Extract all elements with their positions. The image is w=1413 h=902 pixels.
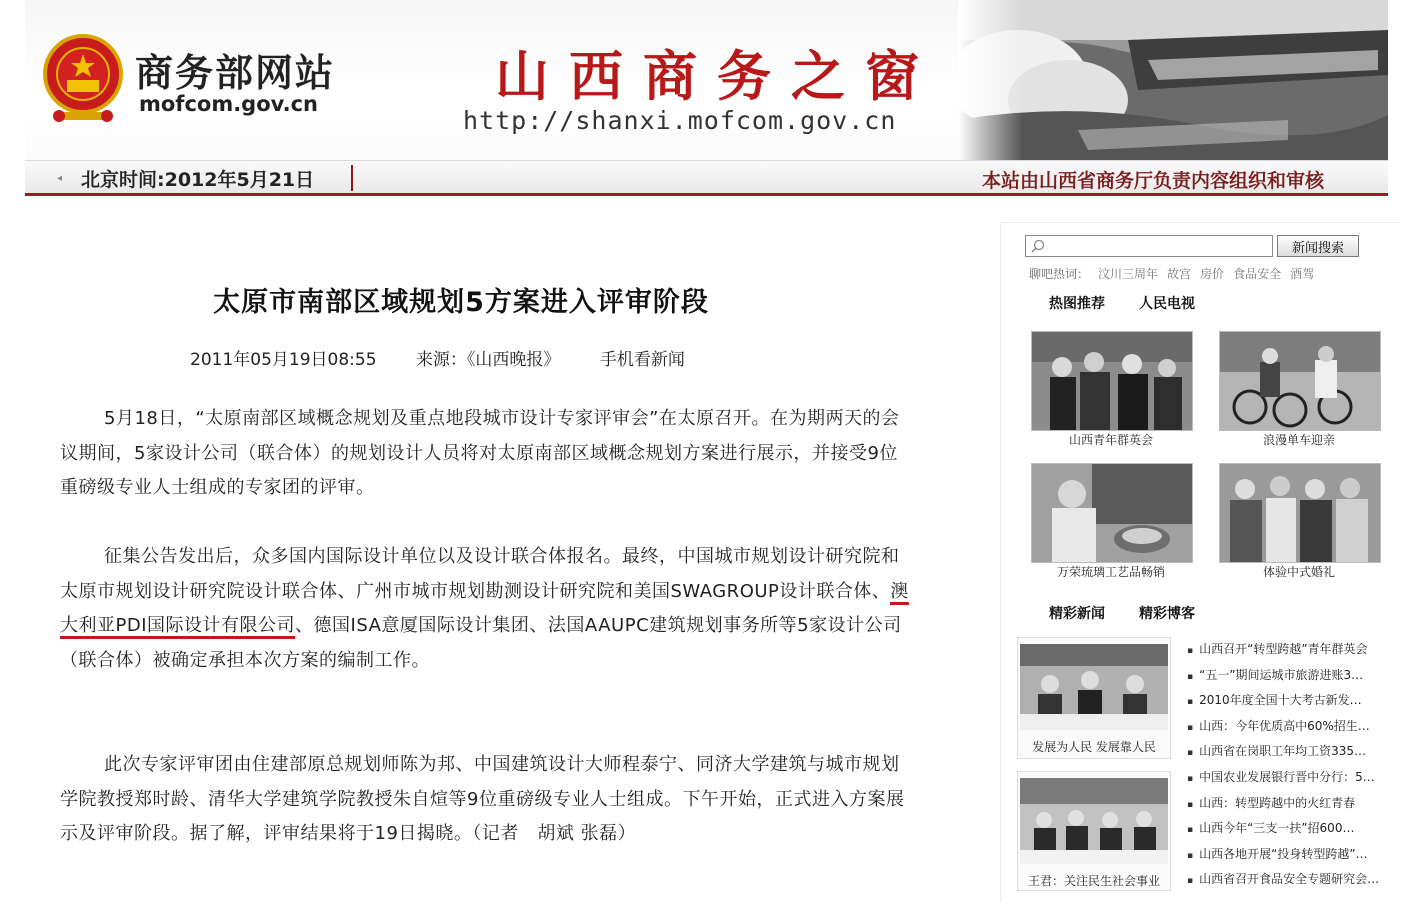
- bullet-icon: ◂: [57, 173, 63, 184]
- photo-bicycle-wedding[interactable]: [1219, 331, 1381, 431]
- news-list-item[interactable]: ▪ “五一”期间运城市旅游进账3…: [1187, 663, 1379, 689]
- news-list-item[interactable]: ▪ 山西召开“转型跨越”青年群英会: [1187, 637, 1379, 663]
- news-thumbnail[interactable]: [1017, 637, 1171, 759]
- search-input[interactable]: [1048, 236, 1268, 254]
- tab-hot-photos[interactable]: 热图推荐: [1049, 296, 1105, 312]
- search-icon: [1030, 238, 1046, 254]
- hot-words-label: 聊吧热词：: [1029, 267, 1090, 281]
- hot-word-link[interactable]: 汶川三周年: [1098, 267, 1159, 281]
- news-list-item[interactable]: ▪ 中国农业发展银行晋中分行：5…: [1187, 765, 1379, 791]
- news-list-item[interactable]: ▪ 山西：转型跨越中的火红青春: [1187, 791, 1379, 817]
- hot-word-link[interactable]: 酒驾: [1290, 267, 1315, 281]
- thumbnail-caption: 王君：关注民生社会事业: [1027, 874, 1160, 888]
- paragraph-text: 此次专家评审团由住建部原总规划师陈为邦、中国建筑设计大师程泰宁、同济大学建筑与城市规划学院教授郑时龄、清华大学建筑学院教授朱自煊等9位重磅级专业人士组成。下午开始，正式进入方案展示及评审阶段。据了解，评审结果将于19日揭晓。（记者 胡斌 张磊）: [60, 754, 905, 844]
- news-list: [1187, 637, 1379, 893]
- paragraph-text: 征集公告发出后，众多国内国际设计单位以及设计联合体报名。最终，中国城市规划设计研究院和太原市规划设计研究院设计联合体、广州市城市规划勘测设计研究院和美国SWAGROUP设计联合体、: [60, 546, 900, 602]
- paragraph-text: 5月18日，“太原南部区域概念规划及重点地段城市设计专家评审会”在太原召开。在为期两天的会议期间，5家设计公司（联合体）的规划设计人员将对太原南部区域概念规划方案进行展示，并接受9位重磅级专业人士组成的专家团的评审。: [60, 408, 900, 498]
- news-list-item[interactable]: ▪ 2010年度全国十大考古新发…: [1187, 688, 1379, 714]
- hot-word-link[interactable]: 房价: [1200, 267, 1225, 281]
- article-datetime: 2011年05月19日08:55: [190, 350, 377, 370]
- news-thumbnail[interactable]: [1017, 771, 1171, 891]
- waterfall-banner-image: [958, 0, 1388, 160]
- info-bar: [25, 160, 1388, 196]
- review-note: 本站由山西省商务厅负责内容组织和审核: [981, 170, 1324, 192]
- thumbnail-caption: 发展为人民 发展靠人民: [1032, 740, 1156, 754]
- tab-people-tv[interactable]: 人民电视: [1139, 296, 1195, 312]
- news-list-item[interactable]: ▪ 山西各地开展“投身转型跨越”…: [1187, 842, 1379, 868]
- news-photo-conference: [1020, 778, 1168, 864]
- hot-words: [1029, 265, 1314, 282]
- news-list-item[interactable]: ▪ 山西今年“三支一扶”招600…: [1187, 816, 1379, 842]
- hot-word-link[interactable]: 食品安全: [1233, 267, 1282, 281]
- tab-featured-blogs[interactable]: 精彩博客: [1139, 606, 1195, 622]
- sidebar: [1000, 222, 1401, 902]
- photo-caption[interactable]: 浪漫单车迎亲: [1262, 433, 1335, 447]
- mofcom-logo-text[interactable]: 商务部网站: [135, 50, 336, 95]
- article-paragraph: [60, 540, 910, 678]
- photo-chinese-wedding[interactable]: [1219, 463, 1381, 563]
- news-list-item[interactable]: ▪ 山西省在岗职工年均工资335…: [1187, 739, 1379, 765]
- site-title: 山西商务之窗: [495, 44, 939, 108]
- photo-caption[interactable]: 万荣琉璃工艺品畅销: [1056, 565, 1165, 579]
- article-source: 来源：《山西晚报》: [415, 350, 561, 370]
- photo-caption[interactable]: 体验中式婚礼: [1262, 565, 1335, 579]
- article-paragraph: [60, 402, 910, 506]
- national-emblem-icon: [39, 30, 127, 126]
- news-tabs: [1049, 603, 1229, 623]
- divider: [351, 165, 353, 191]
- search-box[interactable]: [1025, 235, 1273, 257]
- news-photo-meeting: [1020, 644, 1168, 730]
- news-list-item[interactable]: ▪ 山西省召开食品安全专题研究会…: [1187, 867, 1379, 893]
- highlighted-company: 澳大利亚PDI国际设计有限公司: [60, 581, 909, 640]
- tab-featured-news[interactable]: 精彩新闻: [1049, 606, 1105, 622]
- beijing-date: 北京时间:2012年5月21日: [81, 169, 315, 191]
- photo-caption[interactable]: 山西青年群英会: [1068, 433, 1153, 447]
- news-list-item[interactable]: ▪ 山西：今年优质高中60%招生…: [1187, 714, 1379, 740]
- mofcom-url[interactable]: mofcom.gov.cn: [139, 92, 318, 116]
- photo-tabs: [1049, 293, 1229, 313]
- site-banner: [25, 0, 1388, 160]
- article-meta: [190, 345, 719, 370]
- paragraph-text: 、德国ISA意厦国际设计集团、法国AAUPC建筑规划事务所等5家设计公司（联合体）被确定承担本次方案的编制工作。: [60, 615, 902, 671]
- photo-glass-crafts[interactable]: [1031, 463, 1193, 563]
- article-title: 太原市南部区域规划5方案进入评审阶段: [213, 287, 709, 318]
- hot-word-link[interactable]: 故宫: [1167, 267, 1192, 281]
- mobile-news-link[interactable]: 手机看新闻: [599, 350, 685, 370]
- photo-youth-gathering[interactable]: [1031, 331, 1193, 431]
- news-search-button[interactable]: 新闻搜索: [1277, 235, 1359, 257]
- site-url: http://shanxi.mofcom.gov.cn: [463, 106, 897, 135]
- article-paragraph: [60, 748, 910, 852]
